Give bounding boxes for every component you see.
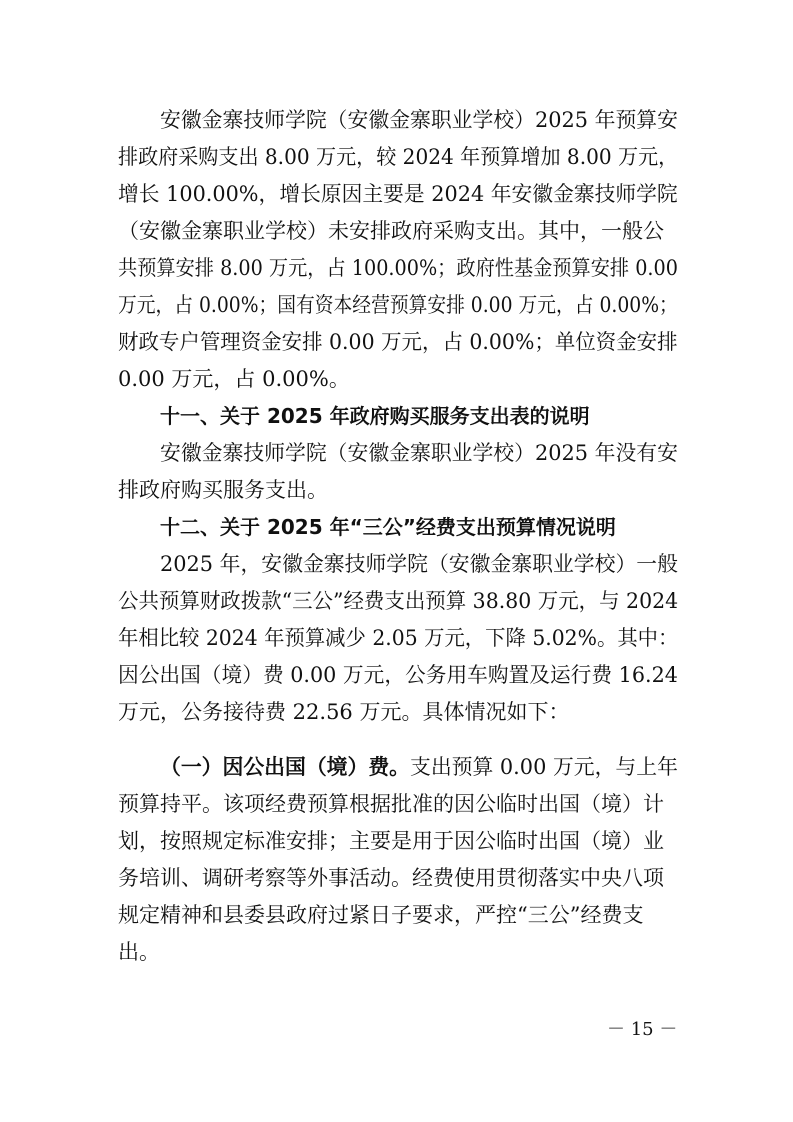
subsection-text: 支出预算 0.00 万元，与上年: [409, 755, 678, 779]
paragraph-line: 排政府购买服务支出。: [118, 478, 328, 502]
paragraph-line: 共预算安排 8.00 万元，占 100.00%；政府性基金预算安排 0.00: [118, 256, 678, 280]
paragraph-line: 安徽金寨技师学院（安徽金寨职业学校）2025 年预算安: [160, 108, 678, 132]
paragraph-line: 增长 100.00%，增长原因主要是 2024 年安徽金寨技师学院: [118, 182, 678, 206]
paragraph-line: 年相比较 2024 年预算减少 2.05 万元，下降 5.02%。其中：: [118, 626, 679, 650]
paragraph-line: （安徽金寨职业学校）未安排政府采购支出。其中，一般公: [118, 219, 664, 243]
section-heading: 十二、关于 2025 年“三公”经费支出预算情况说明: [160, 515, 616, 539]
subsection-first-line: [160, 750, 678, 784]
section-heading: 十一、关于 2025 年政府购买服务支出表的说明: [160, 404, 590, 428]
paragraph-line: 公共预算财政拨款“三公”经费支出预算 38.80 万元，与 2024: [118, 589, 679, 613]
paragraph-line: 万元，公务接待费 22.56 万元。具体情况如下：: [118, 700, 570, 724]
paragraph-line: 安徽金寨技师学院（安徽金寨职业学校）2025 年没有安: [160, 441, 678, 465]
paragraph-line: 0.00 万元，占 0.00%。: [118, 367, 350, 391]
paragraph-line: 出。: [118, 940, 160, 964]
paragraph-line: 务培训、调研考察等外事活动。经费使用贯彻落实中央八项: [118, 866, 664, 890]
paragraph-line: 规定精神和县委县政府过紧日子要求，严控“三公”经费支: [118, 903, 644, 927]
paragraph-line: 2025 年，安徽金寨技师学院（安徽金寨职业学校）一般: [160, 552, 678, 576]
paragraph-line: 财政专户管理资金安排 0.00 万元，占 0.00%；单位资金安排: [118, 330, 678, 354]
paragraph-line: 因公出国（境）费 0.00 万元，公务用车购置及运行费 16.24: [118, 663, 678, 687]
paragraph-line: 排政府采购支出 8.00 万元，较 2024 年预算增加 8.00 万元，: [118, 145, 679, 169]
paragraph-line: 预算持平。该项经费预算根据批准的因公临时出国（境）计: [118, 792, 664, 816]
page-number: － 15 －: [607, 1019, 678, 1040]
paragraph-line: 划，按照规定标准安排；主要是用于因公临时出国（境）业: [118, 829, 664, 853]
paragraph-line: 万元，占 0.00%；国有资本经营预算安排 0.00 万元，占 0.00%；: [118, 293, 678, 317]
subsection-title: （一）因公出国（境）费。: [160, 755, 410, 779]
